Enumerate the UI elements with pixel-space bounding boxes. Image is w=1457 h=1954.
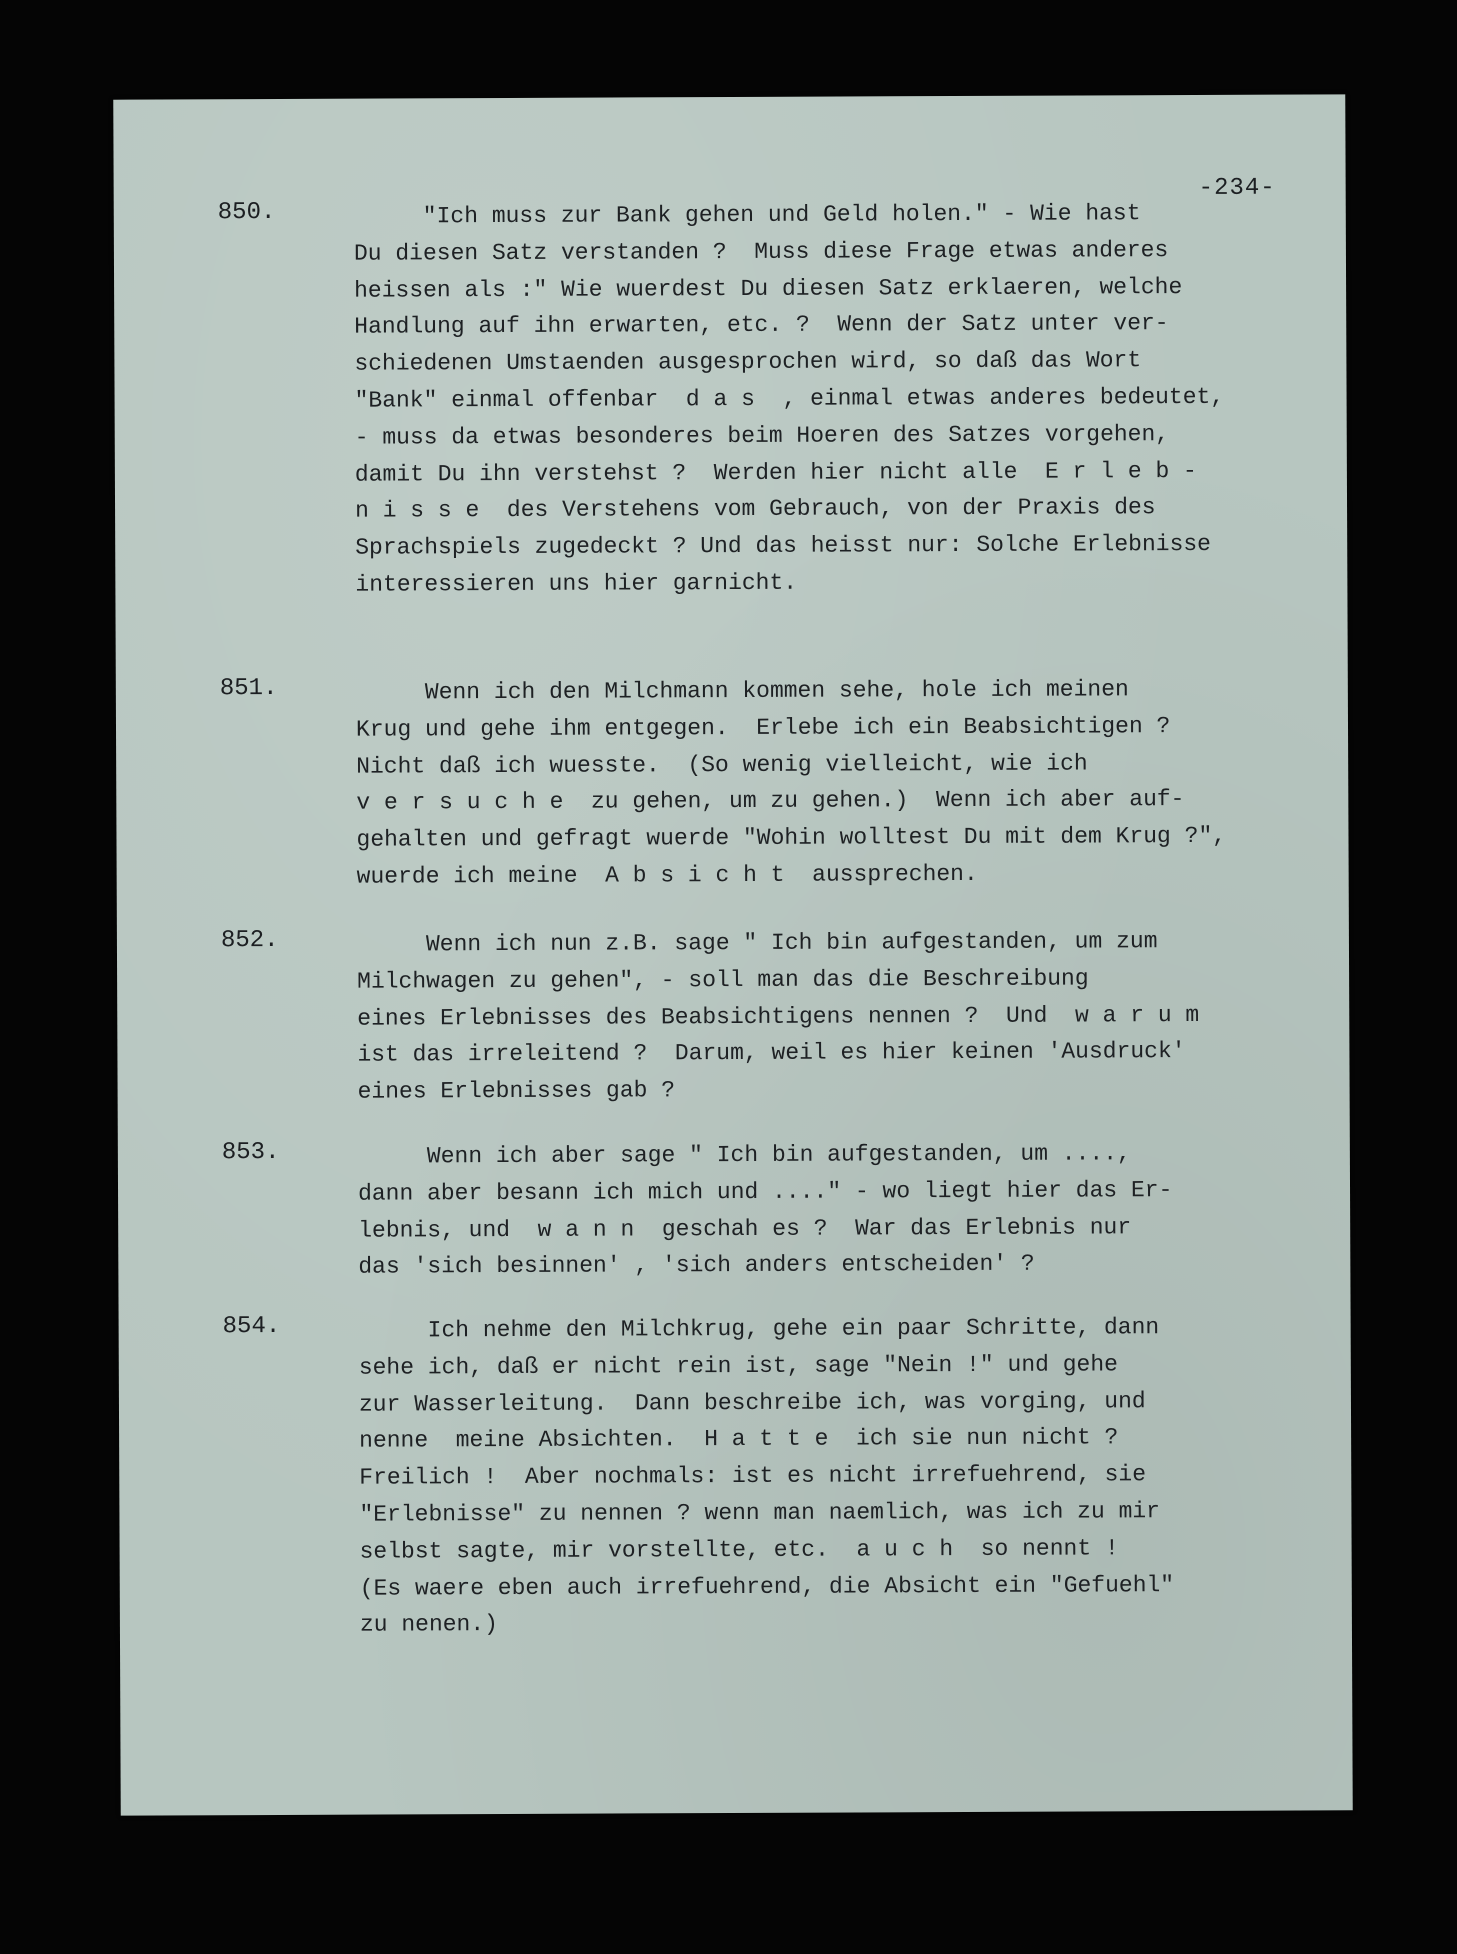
remark-853 [118, 1134, 1350, 1281]
remark-text [354, 194, 1316, 603]
text-line: eines Erlebnisses gab ? [357, 1077, 676, 1105]
text-line: "Ich muss zur Bank gehen und Geld holen." - Wie hast [353, 200, 1141, 230]
text-line: (Es waere eben auch irrefuehrend, die Absicht ein "Gefuehl" [359, 1571, 1175, 1602]
text-line: schiedenen Umstaenden ausgesprochen wird, so daß das Wort [354, 347, 1142, 377]
text-line: das 'sich besinnen' , 'sich anders entscheiden' ? [358, 1251, 1035, 1281]
text-line: heissen als :" Wie wuerdest Du diesen Satz erklaeren, welche [354, 273, 1183, 304]
remark-text [358, 1134, 1319, 1285]
text-line: zu nenen.) [359, 1611, 499, 1639]
text-line: "Bank" einmal offenbar d a s , einmal etwas anderes bedeutet, [354, 383, 1225, 414]
text-line: Wenn ich aber sage " Ich bin aufgestanden, um ...., [357, 1140, 1131, 1170]
typewritten-page [113, 94, 1352, 1815]
text-line: zur Wasserleitung. Dann beschreibe ich, was vorging, und [358, 1387, 1146, 1418]
text-line: Du diesen Satz verstanden ? Muss diese Frage etwas anderes [353, 236, 1169, 267]
text-line: Wenn ich nun z.B. sage " Ich bin aufgestanden, um zum [356, 928, 1158, 958]
text-line: Krug und gehe ihm entgegen. Erlebe ich ein Beabsichtigen ? [355, 712, 1171, 743]
text-line: wuerde ich meine A b s i c h t aussprechen. [356, 860, 978, 890]
text-line: - muss da etwas besonderes beim Hoeren des Satzes vorgehen, [354, 420, 1170, 451]
text-line: Ich nehme den Milchkrug, gehe ein paar Schritte, dann [358, 1314, 1160, 1344]
text-line: v e r s u c h e zu gehen, um zu gehen.) Wenn ich aber auf- [356, 786, 1185, 817]
remark-number: 852. [220, 926, 279, 955]
remark-852 [117, 922, 1349, 1105]
remark-number: 853. [221, 1138, 280, 1167]
text-line: sehe ich, daß er nicht rein ist, sage "Nein !" und gehe [358, 1351, 1118, 1381]
remark-number: 854. [222, 1312, 281, 1341]
text-line: Handlung auf ihn erwarten, etc. ? Wenn der Satz unter ver- [354, 310, 1169, 341]
text-line: gehalten und gefragt wuerde "Wohin wolltest Du mit dem Krug ?", [356, 823, 1227, 853]
text-line: Freilich ! Aber nochmals: ist es nicht irrefuehrend, sie [359, 1461, 1147, 1491]
text-line: lebnis, und w a n n geschah es ? War das Erlebnis nur [358, 1213, 1132, 1244]
text-line: Milchwagen zu gehen", - soll man das die Beschreibung [357, 965, 1089, 995]
text-line: Nicht daß ich wuesste. (So wenig vielleicht, wie ich [356, 750, 1088, 780]
text-line: Sprachspiels zugedeckt ? Und das heisst nur: Solche Erlebnisse [355, 531, 1212, 561]
text-line: selbst sagte, mir vorstellte, etc. a u c h so nennt ! [359, 1535, 1119, 1565]
text-line: interessieren uns hier garnicht. [355, 569, 798, 598]
text-line: "Erlebnisse" zu nennen ? wenn man naemlich, was ich zu mir [359, 1498, 1161, 1528]
text-line: dann aber besann ich mich und ...." - wo liegt hier das Er- [357, 1176, 1173, 1207]
remark-854 [119, 1308, 1351, 1639]
remark-text [359, 1308, 1320, 1643]
text-line: Wenn ich den Milchmann kommen sehe, hole ich meinen [355, 676, 1129, 706]
text-line: ist das irreleitend ? Darum, weil es hier keinen 'Ausdruck' [357, 1038, 1186, 1069]
page-number: -234- [1198, 174, 1276, 202]
remark-text [357, 922, 1318, 1110]
remark-text [356, 670, 1317, 895]
text-line: damit Du ihn verstehst ? Werden hier nicht alle E r l e b - [354, 457, 1197, 488]
remark-number: 851. [219, 674, 278, 703]
text-line: n i s s e des Verstehens vom Gebrauch, von der Praxis des [355, 494, 1156, 525]
remark-851 [116, 670, 1348, 890]
remark-number: 850. [217, 198, 276, 227]
text-line: eines Erlebnisses des Beabsichtigens nennen ? Und w a r u m [357, 1001, 1200, 1032]
remark-850 [114, 194, 1346, 598]
text-line: nenne meine Absichten. H a t t e ich sie nun nicht ? [359, 1424, 1119, 1455]
